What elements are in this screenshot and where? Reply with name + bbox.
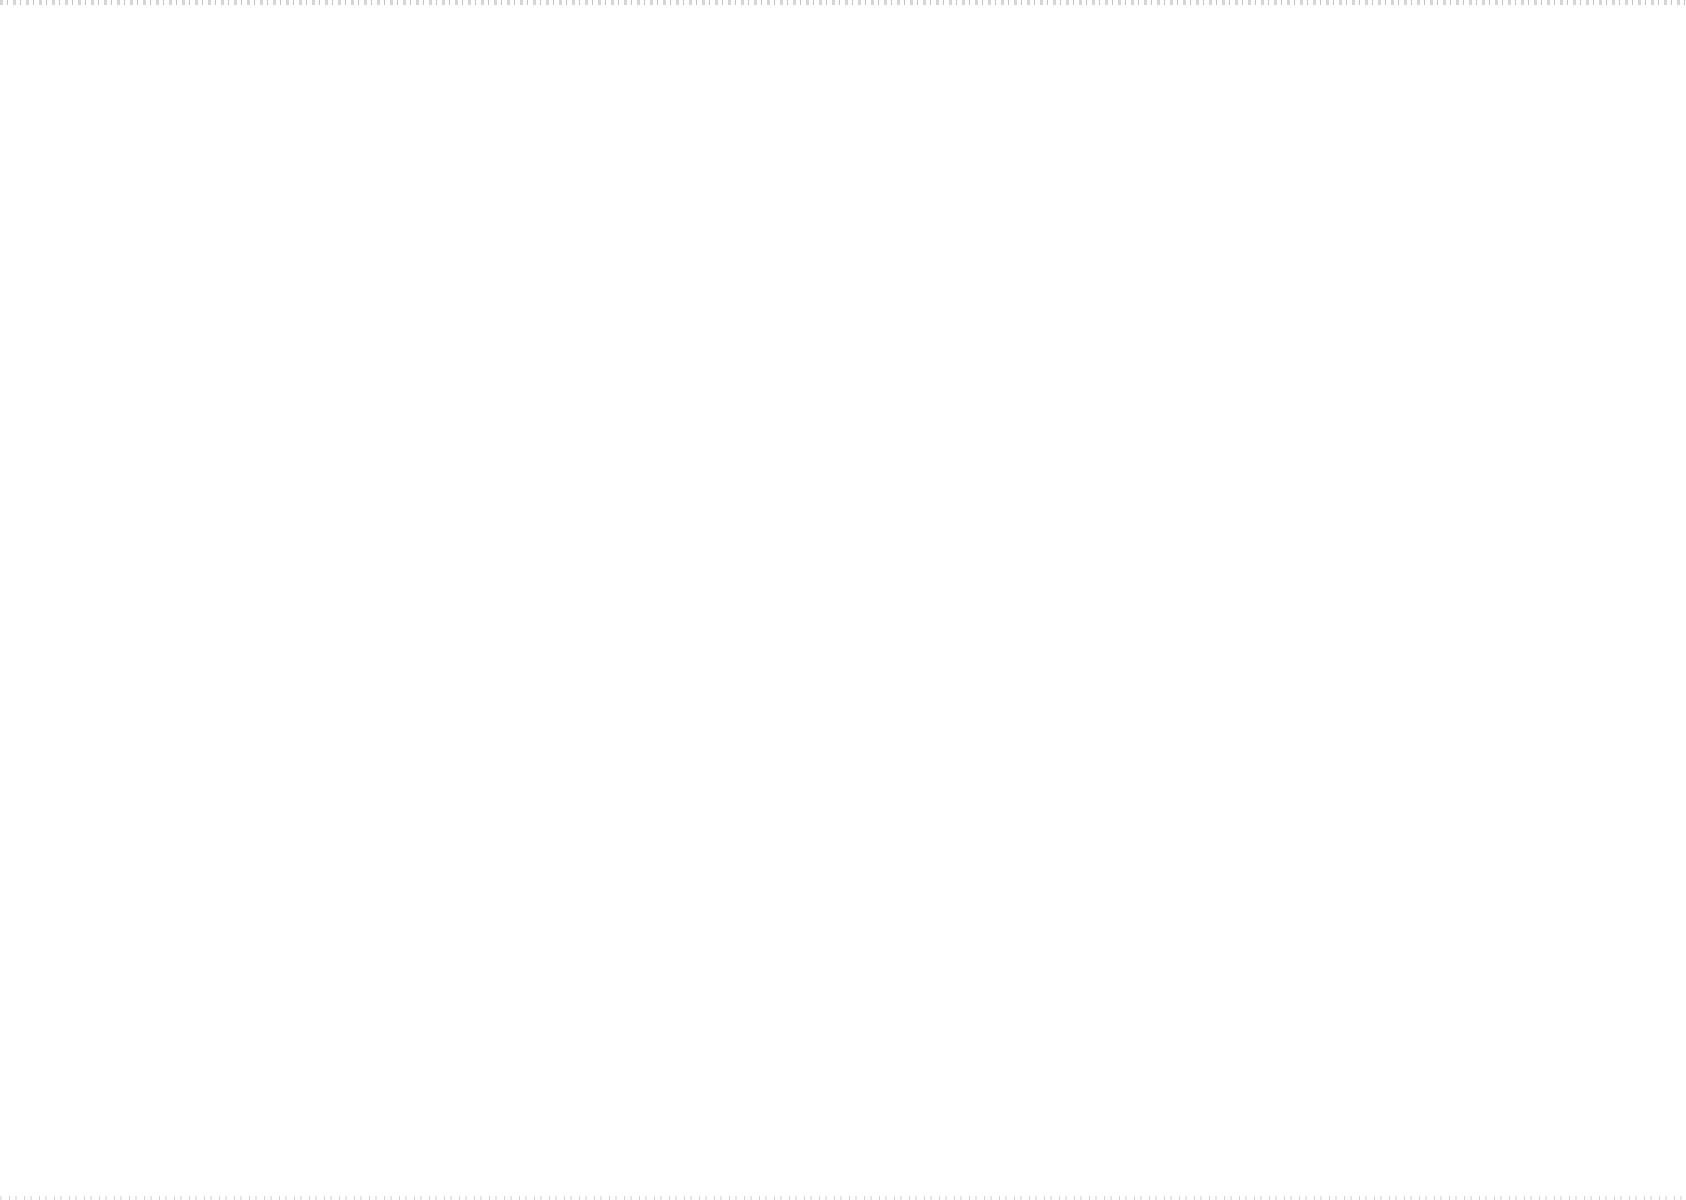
scan-edge-bottom bbox=[0, 1196, 1686, 1200]
